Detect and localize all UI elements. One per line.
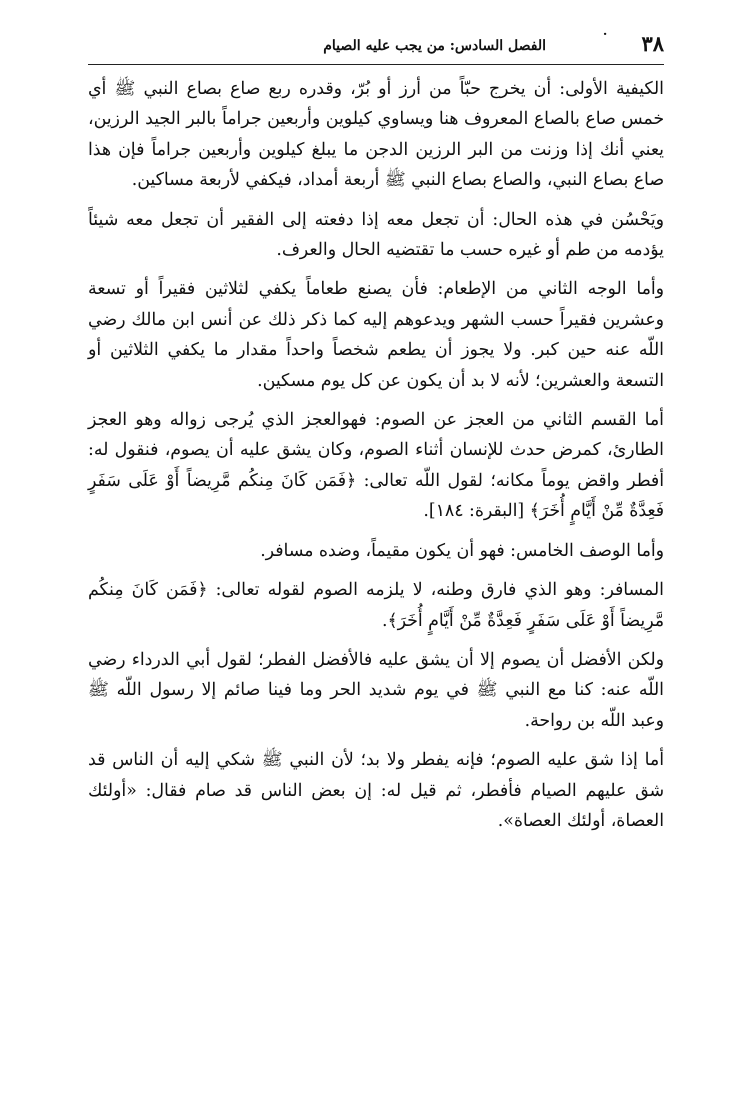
- paragraph-7: ولكن الأفضل أن يصوم إلا أن يشق عليه فالأفضل الفطر؛ لقول أبي الدرداء رضي اللّه عنه: كنا مع النبي ﷺ في يوم شديد الحر وما فينا صائم إلا رسول اللّه ﷺ وعبد اللّه بن رواحة.: [88, 649, 664, 731]
- paragraph-1: الكيفية الأولى: أن يخرج حبّاً من أرز أو بُرّ، وقدره ربع صاع بصاع النبي ﷺ أي خمس صاع بالصاع المعروف هنا ويساوي كيلوين وأربعين جراماً بالبر الجيد الرزين، يعني أنك إذا وزنت من البر الرزين الدجن ما يبلغ كيلوين وأربعين جراماً فإن هذا صاع بصاع النبي، والصاع بصاع النبي ﷺ أربعة أمداد، فيكفي لأربعة مساكين.: [88, 79, 664, 191]
- header-dot: ·: [602, 24, 608, 45]
- paragraph-8: أما إذا شق عليه الصوم؛ فإنه يفطر ولا بد؛ لأن النبي ﷺ شكي إليه أن الناس قد شق عليهم الصيام فأفطر، ثم قيل له: إن بعض الناس قد صام فقال: «أولئك العصاة، أولئك العصاة».: [88, 750, 664, 831]
- paragraph-4: أما القسم الثاني من العجز عن الصوم: فهوالعجز الذي يُرجى زواله وهو العجز الطارئ، كمرض حدث للإنسان أثناء الصوم، وكان يشق عليه أن يصوم، فنقول له: أفطر واقض يوماً مكانه؛ لقول اللّه تعالى: ﴿فَمَن كَانَ مِنكُم مَّرِيضاً أَوْ عَلَى سَفَرٍ فَعِدَّةٌ مِّنْ أَيَّامٍ أُخَرَ﴾ [البقرة: ١٨٤].: [88, 410, 664, 522]
- paragraph-6: المسافر: وهو الذي فارق وطنه، لا يلزمه الصوم لقوله تعالى: ﴿فَمَن كَانَ مِنكُم مَّرِيضاً أَوْ عَلَى سَفَرٍ فَعِدَّةٌ مِّنْ أَيَّامٍ أُخَرَ﴾.: [88, 580, 664, 631]
- page-header: [88, 24, 664, 65]
- page-number: ٣٨: [641, 31, 664, 56]
- paragraph-2: ويَحْسُن في هذه الحال: أن تجعل معه إذا دفعته إلى الفقير أن تجعل معه شيئاً يؤدمه من طم أو غيره حسب ما تقتضيه الحال والعرف.: [88, 209, 664, 261]
- paragraph-3: وأما الوجه الثاني من الإطعام: فأن يصنع طعاماً يكفي لثلاثين فقيراً أو تسعة وعشرين فقيراً حسب الشهر ويدعوهم إليه كما ذكر ذلك عن أنس ابن مالك رضي اللّه عنه حين كبر. ولا يجوز أن يطعم شخصاً واحداً مقدار ما يكفي الثلاثين أو التسعة والعشرين؛ لأنه لا بد أن يكون عن كل يوم مسكين.: [88, 279, 664, 391]
- body-text: [88, 74, 664, 836]
- running-title: الفصل السادس: من يجب عليه الصيام: [323, 38, 546, 54]
- paragraph-5: وأما الوصف الخامس: فهو أن يكون مقيماً، وضده مسافر.: [260, 540, 664, 561]
